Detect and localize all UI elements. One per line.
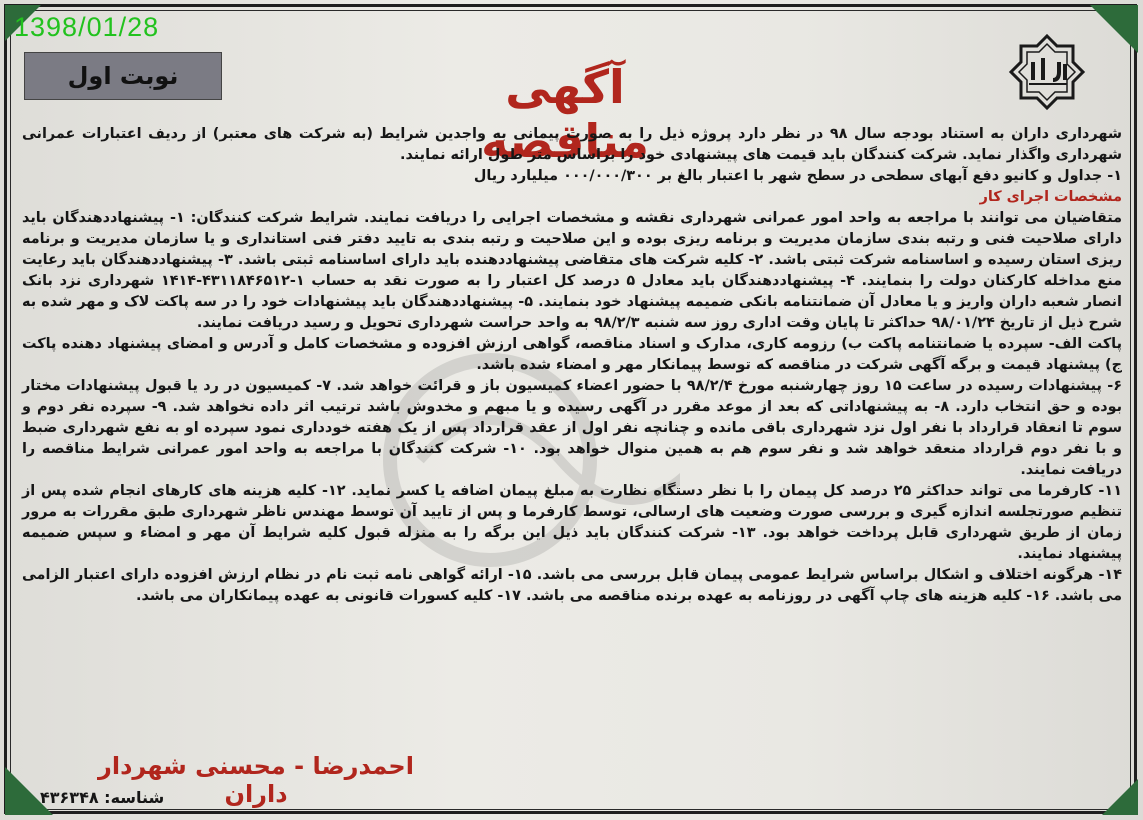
closing-paragraph: ۱۴- هرگونه اختلاف و اشکال براساس شرایط عمومی پیمان قابل بررسی می باشد. ۱۵- ارائه گواهی نامه ثبت نام در نظام ارزش افزوده دارای اعتبار الزامی می باشد. ۱۶- کلیه هزینه های چاپ آگهی در روزنامه به عهده برنده مناقصه می باشد. ۱۷- کلیه کسورات قانونی به عهده پیمانکاران می باشد. — [22, 567, 1122, 604]
conditions-paragraph: متقاضیان می توانند با مراجعه به واحد امور عمرانی شهرداری نقشه و مشخصات اجرایی را دریافت نمایند. شرایط شرکت کنندگان: ۱- پیشنهاددهندگان باید دارای صلاحیت فنی و رتبه بندی سازمان مدیریت و برنامه ریزی بوده و این صلاحیت و رتبه بندی به تایید دفتر فنی استانداری و یا سازمان مدیریت و برنامه ریزی استان رسیده و اساسنامه شرکت ثبتی باشد. ۲- کلیه شرکت های متقاضی پیشنهاددهنده باید دارای اساسنامه ثبتی باشد. ۳- پیشنهاددهندگان باید رعایت منع مداخله کارکنان دولت را بنمایند. ۴- پیشنهاددهندگان باید معادل ۵ درصد کل اعتبار را به صورت نقد به حساب ۱-۴۳۱۱۸۴۶۵۱۲-۱۴۱۴ شهرداری نزد بانک انصار شعبه داران واریز و یا معادل آن ضمانتنامه بانکی ضمیمه پیشنهاد خود بنمایند. ۵- پیشنهاددهندگان باید پیشنهادات خود را در سه پاکت لاک و مهر شده به شرح ذیل از تاریخ ۹۸/۰۱/۲۴ حداکثر تا پایان وقت اداری روز سه شنبه ۹۸/۲/۳ به واحد حراست شهرداری تحویل و رسید دریافت نمایند. — [22, 210, 1123, 331]
intro-paragraph: شهرداری داران به استناد بودجه سال ۹۸ در نظر دارد پروژه ذیل را به صورت پیمانی به واجدین شرایط (به شرکت های معتبر) از ردیف اعتبارات عمرانی شهرداری واگذار نماید. شرکت کنندگان باید قیمت های پیشنهادی خود را براساس متر طول ارائه نمایند. — [22, 126, 1122, 163]
date-stamp: 1398/01/28 — [14, 12, 160, 42]
signature: احمدرضا - محسنی شهردار داران — [98, 752, 414, 808]
payment-paragraph: ۱۱- کارفرما می تواند حداکثر ۲۵ درصد کل پیمان را با نظر دستگاه نظارت به مبلغ پیمان اضافه یا کسر نماید. ۱۲- کلیه هزینه های کارهای انجام شده پس از تنظیم صورتجلسه اندازه گیری و بررسی صورت وضعیت های ارسالی، توسط کارفرما و پس از تایید آن توسط مهندس ناظر شهرداری طبق مقررات به مرور زمان از طریق شهرداری قابل پرداخت خواهد بود. ۱۳- شرکت کنندگان باید ذیل این برگه را به منزله قبول کلیه شرایط آن مهر و امضاء و سپس ضمیمه پیشنهاد نمایند. — [22, 483, 1123, 562]
corner-ornament — [1102, 779, 1138, 815]
ad-body — [22, 124, 1122, 607]
opening-paragraph: ۶- پیشنهادات رسیده در ساعت ۱۵ روز چهارشنبه مورخ ۹۸/۲/۴ با حضور اعضاء کمیسیون باز و قرائت خواهد شد. ۷- کمیسیون در رد یا قبول پیشنهادات مختار بوده و حق انتخاب دارد. ۸- به پیشنهاداتی که بعد از موعد مقرر در آگهی رسیده و یا مبهم و مخدوش باشد ترتیب اثر داده نخواهد شد. ۹- سپرده نفر دوم و سوم تا انعقاد قرارداد با نفر اول نزد شهرداری باقی مانده و چنانچه نفر اول از عقد قرارداد پس از یک هفته خودداری نمود سپرده او به نفع شهرداری ضبط و با نفر دوم قرارداد منعقد خواهد شد و نفر سوم هم به همین منوال خواهد بود. ۱۰- شرکت کنندگان با مراجعه به واحد امور عمرانی شرایط مناقصه را دریافت نمایند. — [22, 378, 1123, 478]
section-heading: مشخصات اجرای کار — [979, 189, 1122, 205]
corner-ornament — [1090, 5, 1138, 53]
page-title: آگهی مناقصه — [481, 60, 649, 168]
id-code: شناسه: ۴۳۶۳۴۸ — [40, 788, 165, 807]
municipality-logo — [1001, 32, 1093, 112]
project-item: ۱- جداول و کانیو دفع آبهای سطحی در سطح شهر با اعتبار بالغ بر ۰۰۰/۰۰۰/۳۰۰ میلیارد ریال — [473, 168, 1122, 184]
round-badge: نوبت اول — [24, 52, 222, 100]
envelopes-paragraph: پاکت الف- سپرده یا ضمانتنامه پاکت ب) رزومه کاری، مدارک و اسناد مناقصه، گواهی ارزش افزوده و مشخصات کامل و آدرس و امضای پیشنهاد دهنده پاکت ج) پیشنهاد قیمت و برگه آگهی شرکت در مناقصه که توسط پیمانکار مهر و امضاء شده باشد. — [22, 336, 1122, 373]
